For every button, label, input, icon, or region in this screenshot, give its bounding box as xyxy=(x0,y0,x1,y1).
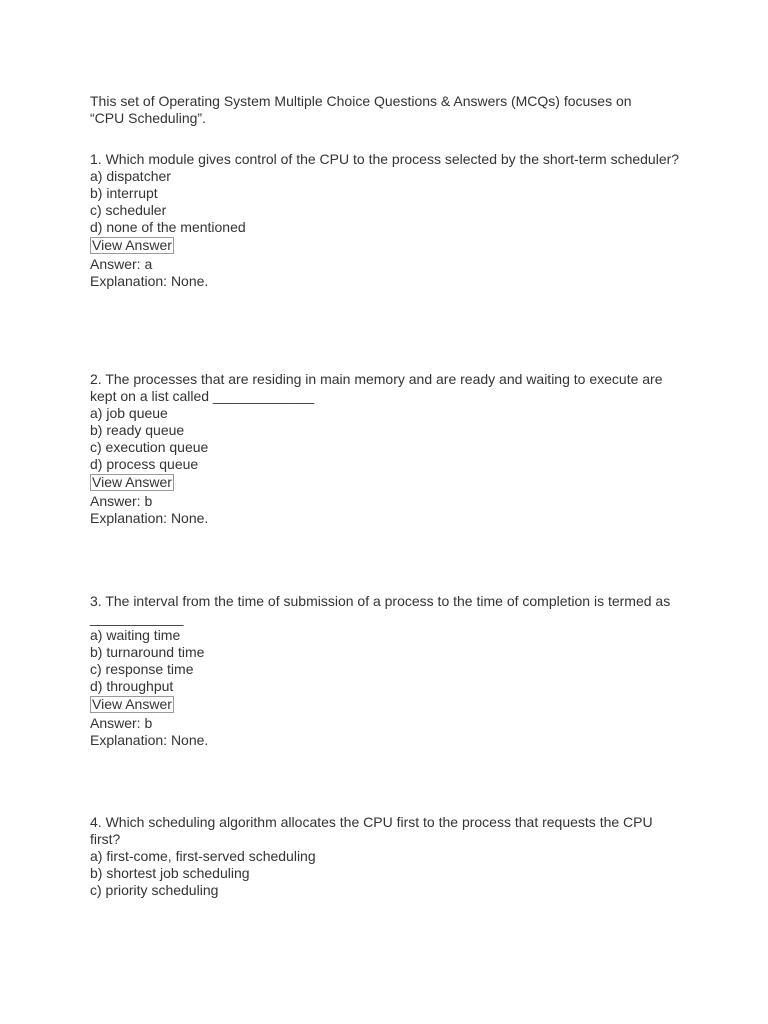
answer-text: Answer: b xyxy=(90,493,153,509)
question-text: 1. Which module gives control of the CPU to the process selected by the short-term scheduler? xyxy=(90,151,680,167)
option-c: c) priority scheduling xyxy=(90,882,219,898)
answer-text: Answer: a xyxy=(90,256,153,272)
question-text: 3. The interval from the time of submission of a process to the time of completion is termed as ____________ xyxy=(90,593,671,626)
option-d: d) throughput xyxy=(90,678,174,694)
option-d: d) none of the mentioned xyxy=(90,219,246,235)
explanation-text: Explanation: None. xyxy=(90,510,209,526)
question-4 xyxy=(90,814,690,899)
option-c: c) response time xyxy=(90,661,194,677)
option-a: a) waiting time xyxy=(90,627,181,643)
question-2 xyxy=(90,371,690,527)
intro-text: This set of Operating System Multiple Choice Questions & Answers (MCQs) focuses on “CPU Scheduling”. xyxy=(90,93,632,126)
option-b: b) interrupt xyxy=(90,185,158,201)
option-c: c) execution queue xyxy=(90,439,209,455)
option-a: a) job queue xyxy=(90,405,168,421)
option-b: b) turnaround time xyxy=(90,644,205,660)
question-text: 2. The processes that are residing in main memory and are ready and waiting to execute are kept on a list called _____________ xyxy=(90,371,663,404)
view-answer-button[interactable]: View Answer xyxy=(92,696,172,712)
answer-text: Answer: b xyxy=(90,715,153,731)
document-page xyxy=(90,93,690,898)
question-1 xyxy=(90,151,690,290)
explanation-text: Explanation: None. xyxy=(90,732,209,748)
option-b: b) shortest job scheduling xyxy=(90,865,250,881)
option-a: a) dispatcher xyxy=(90,168,171,184)
option-d: d) process queue xyxy=(90,456,199,472)
option-c: c) scheduler xyxy=(90,202,167,218)
option-a: a) first-come, first-served scheduling xyxy=(90,848,316,864)
question-text: 4. Which scheduling algorithm allocates the CPU first to the process that requests the CPU first? xyxy=(90,814,653,847)
view-answer-button[interactable]: View Answer xyxy=(92,237,172,253)
explanation-text: Explanation: None. xyxy=(90,273,209,289)
question-3 xyxy=(90,593,690,749)
option-b: b) ready queue xyxy=(90,422,185,438)
view-answer-button[interactable]: View Answer xyxy=(92,474,172,490)
